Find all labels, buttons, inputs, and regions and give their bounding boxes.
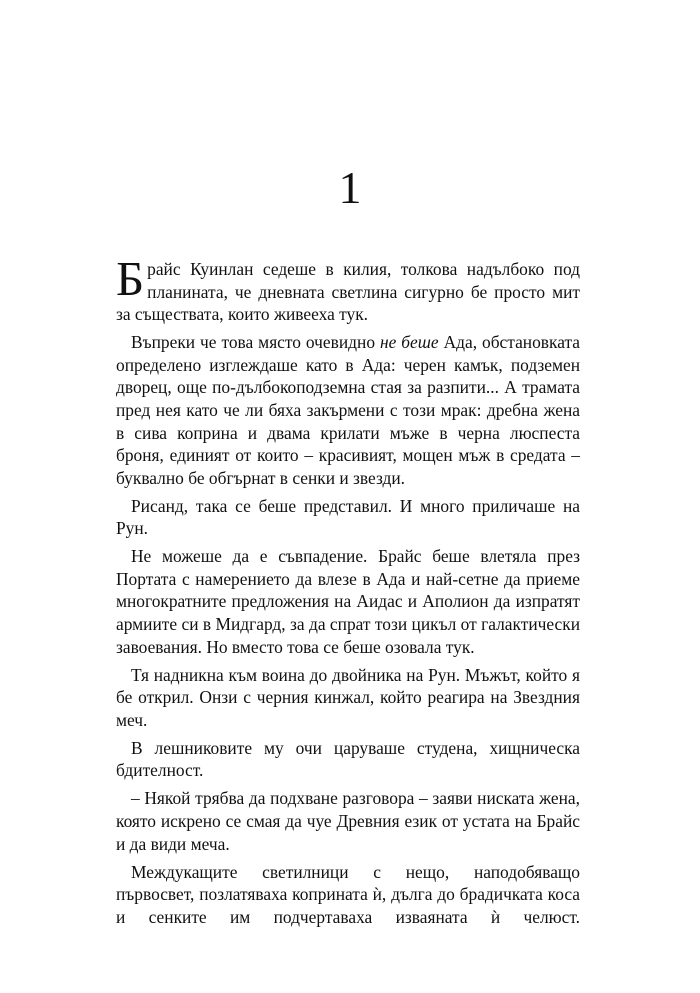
paragraph-3: Рисанд, така се беше представил. И много приличаше на Рун. bbox=[116, 495, 580, 539]
chapter-number: 1 bbox=[338, 162, 362, 213]
drop-cap-letter: Б bbox=[116, 251, 145, 306]
paragraph-2-text-end: Ада, обстановката определено изглеждаше като в Ада: черен камък, подземен дворец, още по-дълбокоподземна стая за разпити... А трамата пред нея като че ли бяха закърмени с този мрак: дребна жена в сива коприна и двама крилати мъже в черна люспеста броня, единият от които – красивият, мощен мъж в средата – буквално бе обгърнат в сенки и звезди. bbox=[116, 332, 580, 488]
paragraph-2 bbox=[116, 331, 580, 489]
chapter-body bbox=[116, 251, 580, 934]
paragraph-7: – Някой трябва да подхване разговора – заяви ниската жена, която искрено се смая да чуе Древния език от устата на Брайс и да види меча. bbox=[116, 788, 580, 854]
paragraph-2-italic-phrase: не беше bbox=[379, 332, 439, 353]
paragraph-2-text-start: Въпреки че това място очевидно bbox=[131, 332, 380, 353]
paragraph-4: Не можеше да е съвпадение. Брайс беше влетяла през Портата с намерението да влезе в Ада и най-сетне да приеме многократните предложения на Аидас и Аполион да изпратят армиите си в Мидгард, за да спрат този цикъл от галактически завоевания. Но вместо това се беше озовала тук. bbox=[116, 546, 580, 657]
paragraph-8: Междукащите светилници с нещо, наподобяващо първосвет, позлатяваха коприната ѝ, дълга до брадичката коса и сенките им подчертаваха изваяната ѝ челюст. bbox=[116, 861, 580, 927]
paragraph-5: Тя надникна към воина до двойника на Рун. Мъжът, който я бе открил. Онзи с черния кинжал, който реагира на Звездния меч. bbox=[116, 664, 580, 730]
paragraph-1-text: райс Куинлан седеше в килия, толкова надълбоко под планината, че дневната светлина сигурно бе просто мит за съществата, които живееха тук. bbox=[116, 259, 580, 325]
paragraph-6: В лешниковите му очи царуваше студена, хищническа бдителност. bbox=[116, 737, 580, 781]
paragraph-1 bbox=[116, 251, 580, 326]
